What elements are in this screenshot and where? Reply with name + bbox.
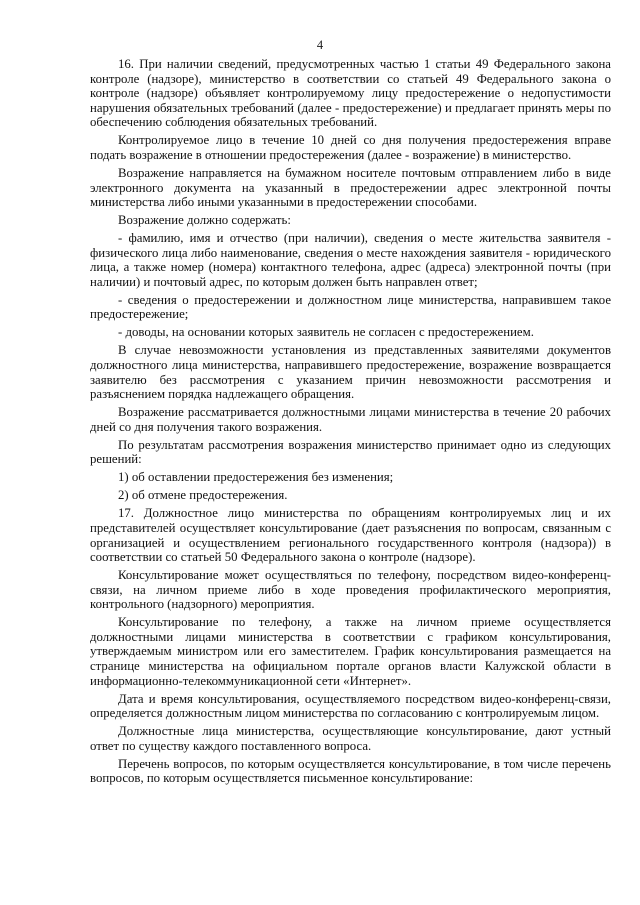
paragraph: Возражение рассматривается должностными лицами министерства в течение 20 рабочих дней со дня получения такого возражения.: [90, 405, 611, 434]
paragraph: Консультирование по телефону, а также на личном приеме осуществляется должностными лицами министерства в соответствии с графиком консультирования, утверждаемым министром или его заместителем. График консультирования размещается на странице министерства на официальном портале органов власти Калужской области в информационно-телекоммуникационной сети «Интернет».: [90, 615, 611, 688]
list-item: 2) об отмене предостережения.: [118, 488, 288, 503]
list-item: - доводы, на основании которых заявитель не согласен с предостережением.: [118, 325, 534, 340]
paragraph: Возражение направляется на бумажном носителе почтовым отправлением либо в виде электронного документа на указанный в предостережении адрес электронной почты министерства либо иными указанными в предостережении способами.: [90, 165, 611, 210]
paragraph: В случае невозможности установления из представленных заявителями документов должностного лица министерства, направившего предостережение, возражение возвращается заявителю без рассмотрения с указанием причин невозможности рассмотрения и разъяснением порядка надлежащего обращения.: [90, 343, 611, 402]
list-item: - сведения о предостережении и должностном лице министерства, направившем такое предостережение;: [90, 292, 611, 322]
paragraph: Контролируемое лицо в течение 10 дней со дня получения предостережения вправе подать возражение в отношении предостережения (далее - возражение) в министерство.: [90, 133, 611, 162]
list-item: 1) об оставлении предостережения без изменения;: [118, 470, 394, 485]
paragraph: 16. При наличии сведений, предусмотренных частью 1 статьи 49 Федерального закона контроле (надзоре), министерство в соответствии со статьей 49 Федерального закона о контроле (надзоре) объявляет контролируемому лицу предостережение о недопустимости нарушения обязательных требований (далее - предостережение) и предлагает принять меры по обеспечению соблюдения обязательных требований.: [90, 57, 611, 130]
paragraph: Перечень вопросов, по которым осуществляется консультирование, в том числе перечень вопросов, по которым осуществляется письменное консультирование:: [90, 756, 611, 786]
document-body: [90, 57, 611, 789]
paragraph: Возражение должно содержать:: [118, 213, 291, 228]
list-item: - фамилию, имя и отчество (при наличии), сведения о месте жительства заявителя - физического лица либо наименование, сведения о месте нахождения заявителя - юридического лица, а также номер (номера) контактного телефона, адрес (адреса) электронной почты (при наличии) и почтовый адрес, по которым должен быть направлен ответ;: [90, 231, 611, 289]
paragraph: Должностные лица министерства, осуществляющие консультирование, дают устный ответ по существу каждого поставленного вопроса.: [90, 724, 611, 753]
paragraph: По результатам рассмотрения возражения министерство принимает одно из следующих решений:: [90, 437, 611, 467]
paragraph: Дата и время консультирования, осуществляемого посредством видео-конференц-связи, определяется должностным лицом министерства по согласованию с контролируемым лицом.: [90, 691, 611, 721]
paragraph: Консультирование может осуществляться по телефону, посредством видео-конференц-связи, на личном приеме либо в ходе проведения профилактического мероприятия, контрольного (надзорного) мероприятия.: [90, 568, 611, 612]
paragraph: 17. Должностное лицо министерства по обращениям контролируемых лиц и их представителей осуществляет консультирование (дает разъяснения по вопросам, связанным с организацией и осуществлением регионального государственного контроля (надзора)) в соответствии со статьей 50 Федерального закона о контроле (надзоре).: [90, 506, 611, 565]
page-number: 4: [316, 38, 324, 52]
